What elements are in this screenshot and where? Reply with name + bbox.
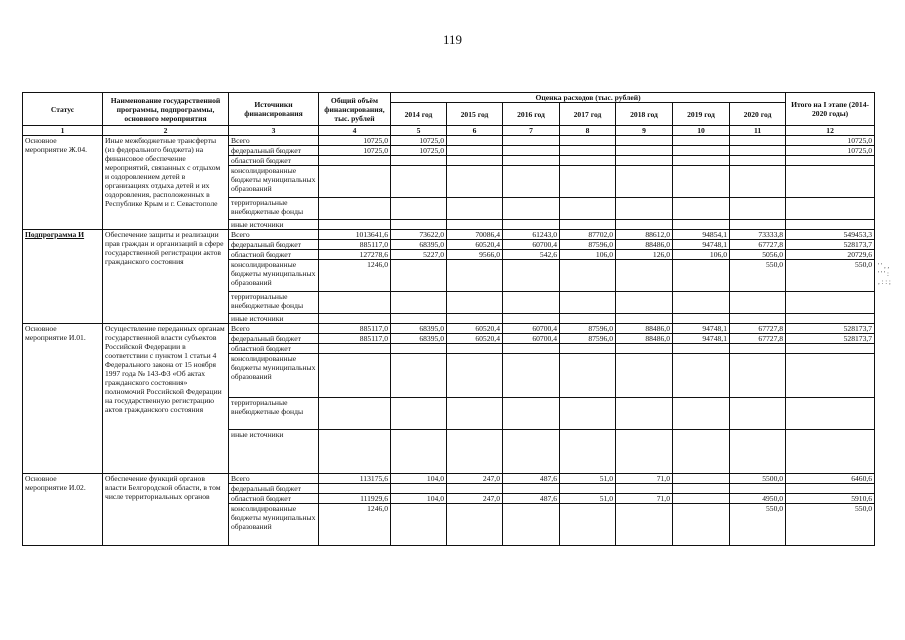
year-value-cell <box>391 504 447 546</box>
year-value-cell <box>616 398 673 430</box>
total-cell <box>319 292 391 314</box>
total-cell <box>319 484 391 494</box>
year-value-cell <box>503 292 560 314</box>
total-cell <box>319 430 391 474</box>
year-value-cell <box>730 398 786 430</box>
year-value-cell <box>673 166 730 198</box>
name-cell: Обеспечение защиты и реализации прав граждан и организаций в сфере государственной регистрации актов гражданского состояния <box>103 230 229 324</box>
source-cell: территориальные внебюджетные фонды <box>229 292 319 314</box>
year-value-cell: 51,0 <box>560 494 616 504</box>
year-value-cell <box>447 344 503 354</box>
year-value-cell <box>616 166 673 198</box>
header-row-1 <box>23 93 875 103</box>
year-value-cell <box>730 344 786 354</box>
year-value-cell: 104,0 <box>391 474 447 484</box>
total-cell: 885117,0 <box>319 240 391 250</box>
column-index: 12 <box>786 126 875 136</box>
header-estimate: Оценка расходов (тыс. рублей) <box>391 93 786 103</box>
year-value-cell <box>616 198 673 220</box>
year-value-cell <box>447 260 503 292</box>
year-value-cell <box>560 430 616 474</box>
source-cell: областной бюджет <box>229 494 319 504</box>
stage-total-cell <box>786 430 875 474</box>
year-value-cell <box>391 430 447 474</box>
year-value-cell <box>730 156 786 166</box>
total-cell: 1013641,6 <box>319 230 391 240</box>
source-cell: федеральный бюджет <box>229 240 319 250</box>
margin-marks <box>878 262 900 286</box>
budget-sheet <box>22 92 874 546</box>
name-cell: Иные межбюджетные трансферты (из федерального бюджета) на финансовое обеспечение мероприятий, связанных с отдыхом и оздоровлением детей в организациях отдыха детей и их оздоровления, расположенных в Республике Крым и г. Севастополе <box>103 136 229 230</box>
source-cell: Всего <box>229 230 319 240</box>
year-value-cell: 106,0 <box>673 250 730 260</box>
year-value-cell <box>616 292 673 314</box>
year-value-cell <box>503 156 560 166</box>
stage-total-cell: 549453,3 <box>786 230 875 240</box>
year-value-cell: 247,0 <box>447 494 503 504</box>
year-value-cell <box>391 292 447 314</box>
year-value-cell <box>447 398 503 430</box>
year-value-cell <box>503 504 560 546</box>
year-value-cell <box>673 474 730 484</box>
stage-total-cell <box>786 398 875 430</box>
year-value-cell: 9566,0 <box>447 250 503 260</box>
source-cell: консолидированные бюджеты муниципальных образований <box>229 166 319 198</box>
stage-total-cell <box>786 198 875 220</box>
year-value-cell: 87596,0 <box>560 240 616 250</box>
year-value-cell: 94854,1 <box>673 230 730 240</box>
year-value-cell <box>673 292 730 314</box>
column-index: 3 <box>229 126 319 136</box>
stage-total-cell: 550,0 <box>786 260 875 292</box>
header-stage-total: Итого на I этапе (2014-2020 годы) <box>786 93 875 126</box>
margin-mark: , : : ; <box>878 278 891 286</box>
header-total: Общий объём финансирования, тыс. рублей <box>319 93 391 126</box>
column-index: 4 <box>319 126 391 136</box>
year-value-cell <box>616 260 673 292</box>
year-value-cell <box>447 292 503 314</box>
year-value-cell <box>560 260 616 292</box>
total-cell: 111929,6 <box>319 494 391 504</box>
year-value-cell <box>391 166 447 198</box>
source-cell: Всего <box>229 474 319 484</box>
year-value-cell: 60520,4 <box>447 334 503 344</box>
total-cell <box>319 166 391 198</box>
year-value-cell <box>560 136 616 146</box>
year-value-cell <box>616 430 673 474</box>
status-cell: Основное мероприятие И.01. <box>23 324 103 474</box>
total-cell: 10725,0 <box>319 136 391 146</box>
year-value-cell <box>673 494 730 504</box>
year-value-cell <box>730 484 786 494</box>
year-value-cell <box>730 354 786 398</box>
header-status: Статус <box>23 93 103 126</box>
year-value-cell: 542,6 <box>503 250 560 260</box>
year-value-cell <box>447 146 503 156</box>
year-value-cell <box>730 198 786 220</box>
stage-total-cell: 528173,7 <box>786 240 875 250</box>
total-cell: 10725,0 <box>319 146 391 156</box>
year-value-cell <box>447 166 503 198</box>
year-value-cell <box>616 354 673 398</box>
total-cell <box>319 398 391 430</box>
year-value-cell <box>503 398 560 430</box>
year-value-cell <box>391 344 447 354</box>
year-value-cell: 60700,4 <box>503 324 560 334</box>
stage-total-cell: 20729,6 <box>786 250 875 260</box>
total-cell: 885117,0 <box>319 334 391 344</box>
header-year: 2016 год <box>503 103 560 126</box>
year-value-cell: 10725,0 <box>391 136 447 146</box>
year-value-cell <box>503 198 560 220</box>
year-value-cell: 88486,0 <box>616 324 673 334</box>
source-cell: иные источники <box>229 314 319 324</box>
year-value-cell <box>503 354 560 398</box>
source-cell: федеральный бюджет <box>229 484 319 494</box>
source-cell: территориальные внебюджетные фонды <box>229 198 319 220</box>
year-value-cell <box>616 146 673 156</box>
year-value-cell <box>560 314 616 324</box>
year-value-cell <box>730 220 786 230</box>
header-year: 2020 год <box>730 103 786 126</box>
source-cell: консолидированные бюджеты муниципальных образований <box>229 260 319 292</box>
total-cell <box>319 220 391 230</box>
total-cell: 1246,0 <box>319 504 391 546</box>
stage-total-cell: 10725,0 <box>786 136 875 146</box>
status-cell: Основное мероприятие Ж.04. <box>23 136 103 230</box>
year-value-cell <box>560 166 616 198</box>
stage-total-cell <box>786 220 875 230</box>
year-value-cell <box>391 260 447 292</box>
year-value-cell: 70086,4 <box>447 230 503 240</box>
total-cell <box>319 156 391 166</box>
year-value-cell <box>673 430 730 474</box>
total-cell: 127278,6 <box>319 250 391 260</box>
column-index: 6 <box>447 126 503 136</box>
year-value-cell: 60700,4 <box>503 334 560 344</box>
year-value-cell <box>560 344 616 354</box>
year-value-cell: 88486,0 <box>616 240 673 250</box>
year-value-cell: 68395,0 <box>391 324 447 334</box>
year-value-cell <box>503 136 560 146</box>
source-cell: Всего <box>229 324 319 334</box>
year-value-cell <box>560 484 616 494</box>
year-value-cell <box>673 314 730 324</box>
source-cell: территориальные внебюджетные фонды <box>229 398 319 430</box>
margin-mark: ' ' , , <box>878 262 890 270</box>
year-value-cell: 71,0 <box>616 494 673 504</box>
year-value-cell <box>447 136 503 146</box>
header-source: Источники финансирования <box>229 93 319 126</box>
year-value-cell <box>616 504 673 546</box>
year-value-cell: 88486,0 <box>616 334 673 344</box>
table-row <box>23 324 875 334</box>
year-value-cell <box>673 354 730 398</box>
column-index: 8 <box>560 126 616 136</box>
status-cell: Основное мероприятие И.02. <box>23 474 103 546</box>
year-value-cell <box>391 220 447 230</box>
year-value-cell <box>560 398 616 430</box>
year-value-cell <box>560 146 616 156</box>
year-value-cell <box>673 156 730 166</box>
column-index: 5 <box>391 126 447 136</box>
year-value-cell: 67727,8 <box>730 240 786 250</box>
page-number: 119 <box>442 32 463 47</box>
year-value-cell: 4950,0 <box>730 494 786 504</box>
year-value-cell: 71,0 <box>616 474 673 484</box>
header-year: 2014 год <box>391 103 447 126</box>
year-value-cell <box>447 484 503 494</box>
year-value-cell: 87596,0 <box>560 334 616 344</box>
name-cell: Обеспечение функций органов власти Белгородской области, в том числе территориальных органов <box>103 474 229 546</box>
year-value-cell <box>673 146 730 156</box>
year-value-cell <box>673 198 730 220</box>
year-value-cell <box>730 430 786 474</box>
year-value-cell <box>673 136 730 146</box>
total-cell: 1246,0 <box>319 260 391 292</box>
year-value-cell <box>616 344 673 354</box>
year-value-cell <box>391 314 447 324</box>
year-value-cell <box>560 198 616 220</box>
source-cell: иные источники <box>229 220 319 230</box>
year-value-cell: 5227,0 <box>391 250 447 260</box>
budget-body <box>23 136 875 546</box>
year-value-cell: 67727,8 <box>730 324 786 334</box>
stage-total-cell <box>786 314 875 324</box>
year-value-cell <box>447 220 503 230</box>
total-cell <box>319 198 391 220</box>
year-value-cell <box>503 344 560 354</box>
stage-total-cell: 528173,7 <box>786 324 875 334</box>
year-value-cell: 550,0 <box>730 260 786 292</box>
stage-total-cell: 6460,6 <box>786 474 875 484</box>
year-value-cell <box>503 166 560 198</box>
year-value-cell: 104,0 <box>391 494 447 504</box>
year-value-cell <box>730 314 786 324</box>
year-value-cell <box>560 220 616 230</box>
source-cell: областной бюджет <box>229 250 319 260</box>
year-value-cell <box>447 198 503 220</box>
year-value-cell: 106,0 <box>560 250 616 260</box>
budget-table <box>22 92 875 546</box>
year-value-cell <box>447 504 503 546</box>
stage-total-cell: 528173,7 <box>786 334 875 344</box>
year-value-cell: 61243,0 <box>503 230 560 240</box>
stage-total-cell <box>786 166 875 198</box>
column-index: 1 <box>23 126 103 136</box>
source-cell: иные источники <box>229 430 319 474</box>
year-value-cell: 487,6 <box>503 494 560 504</box>
table-row <box>23 474 875 484</box>
year-value-cell: 247,0 <box>447 474 503 484</box>
year-value-cell: 60520,4 <box>447 324 503 334</box>
year-value-cell <box>447 156 503 166</box>
year-value-cell: 550,0 <box>730 504 786 546</box>
year-value-cell <box>730 292 786 314</box>
name-cell: Осуществление переданных органам государственной власти субъектов Российской Федерации в соответствии с пунктом 1 статьи 4 Федерального закона от 15 ноября 1997 года № 143-ФЗ «Об актах гражданского состояния» полномочий Российской Федерации на государственную регистрацию актов гражданского состояния <box>103 324 229 474</box>
table-row <box>23 136 875 146</box>
year-value-cell <box>673 344 730 354</box>
year-value-cell: 10725,0 <box>391 146 447 156</box>
header-name: Наименование государственной программы, подпрограммы, основного мероприятия <box>103 93 229 126</box>
year-value-cell <box>616 156 673 166</box>
year-value-cell: 68395,0 <box>391 240 447 250</box>
year-value-cell: 87702,0 <box>560 230 616 240</box>
year-value-cell <box>503 146 560 156</box>
year-value-cell <box>503 314 560 324</box>
year-value-cell <box>673 504 730 546</box>
header-year: 2015 год <box>447 103 503 126</box>
year-value-cell: 51,0 <box>560 474 616 484</box>
status-cell: Подпрограмма И <box>23 230 103 324</box>
margin-mark: ' ' ' : <box>878 270 889 278</box>
stage-total-cell: 550,0 <box>786 504 875 546</box>
source-cell: федеральный бюджет <box>229 334 319 344</box>
year-value-cell <box>503 430 560 474</box>
total-cell <box>319 354 391 398</box>
year-value-cell <box>560 292 616 314</box>
year-value-cell <box>730 136 786 146</box>
column-index: 7 <box>503 126 560 136</box>
stage-total-cell: 5910,6 <box>786 494 875 504</box>
source-cell: областной бюджет <box>229 344 319 354</box>
column-index: 9 <box>616 126 673 136</box>
year-value-cell: 87596,0 <box>560 324 616 334</box>
column-index: 10 <box>673 126 730 136</box>
year-value-cell: 94748,1 <box>673 324 730 334</box>
source-cell: Всего <box>229 136 319 146</box>
stage-total-cell <box>786 354 875 398</box>
stage-total-cell: 10725,0 <box>786 146 875 156</box>
year-value-cell <box>730 146 786 156</box>
year-value-cell: 94748,1 <box>673 240 730 250</box>
year-value-cell <box>560 504 616 546</box>
year-value-cell <box>447 430 503 474</box>
year-value-cell <box>560 156 616 166</box>
column-index-row <box>23 126 875 136</box>
source-cell: федеральный бюджет <box>229 146 319 156</box>
year-value-cell: 88612,0 <box>616 230 673 240</box>
year-value-cell: 73622,0 <box>391 230 447 240</box>
year-value-cell: 60700,4 <box>503 240 560 250</box>
stage-total-cell <box>786 344 875 354</box>
year-value-cell: 487,6 <box>503 474 560 484</box>
year-value-cell: 94748,1 <box>673 334 730 344</box>
total-cell <box>319 344 391 354</box>
year-value-cell <box>673 220 730 230</box>
header-year: 2017 год <box>560 103 616 126</box>
year-value-cell <box>673 484 730 494</box>
year-value-cell <box>673 398 730 430</box>
year-value-cell <box>616 220 673 230</box>
year-value-cell: 67727,8 <box>730 334 786 344</box>
source-cell: областной бюджет <box>229 156 319 166</box>
year-value-cell <box>391 484 447 494</box>
year-value-cell <box>616 136 673 146</box>
year-value-cell <box>503 220 560 230</box>
year-value-cell <box>730 166 786 198</box>
column-index: 11 <box>730 126 786 136</box>
year-value-cell <box>391 156 447 166</box>
header-year: 2018 год <box>616 103 673 126</box>
total-cell: 885117,0 <box>319 324 391 334</box>
year-value-cell: 5500,0 <box>730 474 786 484</box>
year-value-cell: 5056,0 <box>730 250 786 260</box>
year-value-cell <box>447 354 503 398</box>
year-value-cell <box>503 484 560 494</box>
year-value-cell <box>616 314 673 324</box>
year-value-cell <box>673 260 730 292</box>
year-value-cell <box>391 354 447 398</box>
header-year: 2019 год <box>673 103 730 126</box>
year-value-cell: 60520,4 <box>447 240 503 250</box>
column-index: 2 <box>103 126 229 136</box>
year-value-cell <box>447 314 503 324</box>
year-value-cell <box>503 260 560 292</box>
source-cell: консолидированные бюджеты муниципальных образований <box>229 504 319 546</box>
year-value-cell <box>560 354 616 398</box>
total-cell: 113175,6 <box>319 474 391 484</box>
year-value-cell: 68395,0 <box>391 334 447 344</box>
year-value-cell <box>391 398 447 430</box>
table-row <box>23 230 875 240</box>
year-value-cell: 73333,8 <box>730 230 786 240</box>
total-cell <box>319 314 391 324</box>
year-value-cell: 126,0 <box>616 250 673 260</box>
stage-total-cell <box>786 156 875 166</box>
stage-total-cell <box>786 484 875 494</box>
year-value-cell <box>391 198 447 220</box>
year-value-cell <box>616 484 673 494</box>
source-cell: консолидированные бюджеты муниципальных образований <box>229 354 319 398</box>
stage-total-cell <box>786 292 875 314</box>
